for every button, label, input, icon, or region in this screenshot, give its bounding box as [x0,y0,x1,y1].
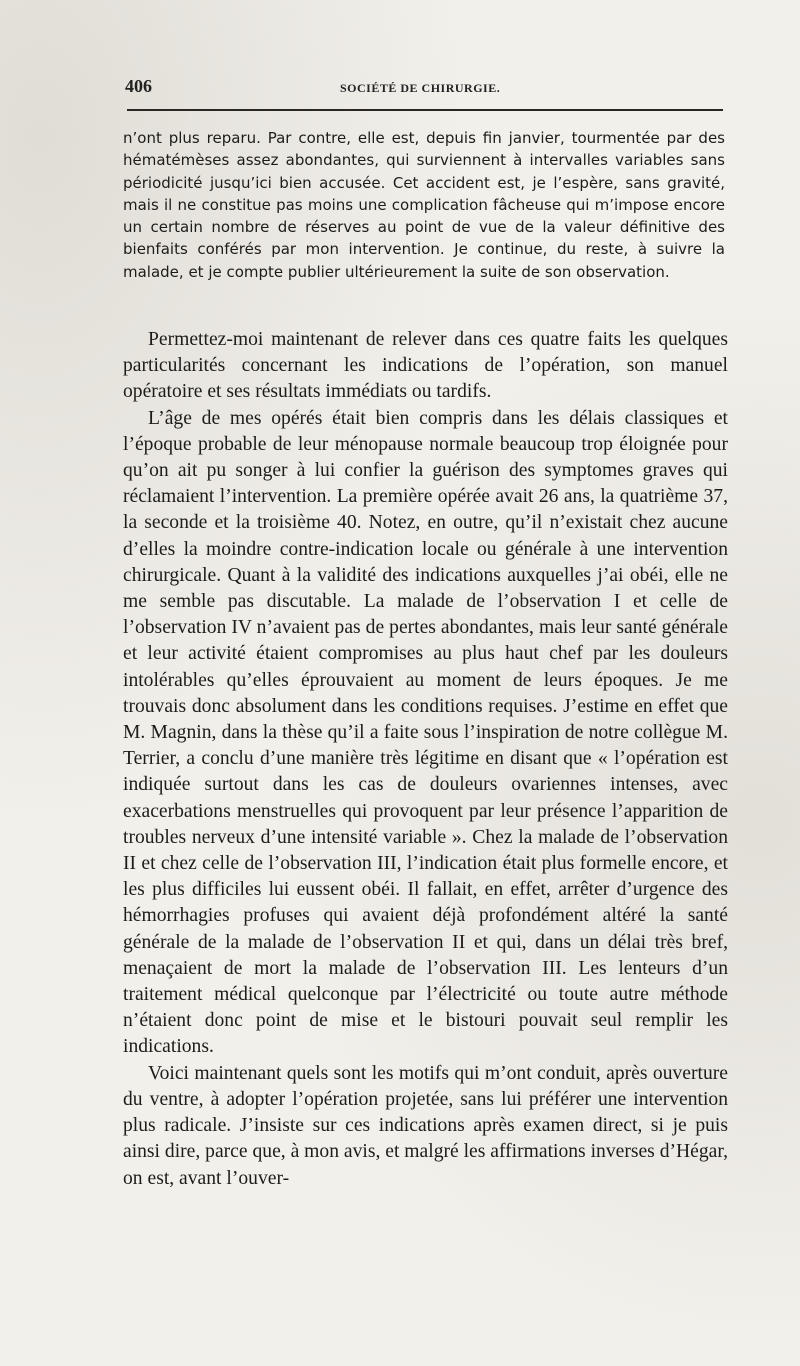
header-rule [127,109,723,111]
observation-continuation [123,127,725,283]
page-header [125,76,723,100]
body-paragraph: Voici maintenant quels sont les motifs qui m’ont conduit, après ouverture du ventre, à adopter l’opération projetée, sans lui préférer une intervention plus radicale. J’insiste sur ces indications après examen direct, si je puis ainsi dire, parce que, à mon avis, et malgré les affirmations inverses d’Hégar, on est, avant l’ouver- [123,1062,728,1189]
body-paragraph: Permettez-moi maintenant de relever dans ces quatre faits les quelques particularités concernant les indications de l’opération, son manuel opératoire et ses résultats immédiats ou tardifs. [123,329,728,403]
body-paragraph: L’âge de mes opérés était bien compris dans les délais classiques et l’époque probable de leur ménopause normale beaucoup trop éloignée pour qu’on ait pu songer à lui confier la guérison des symptomes graves qui réclamaient l’intervention. La première opérée avait 26 ans, la quatrième 37, la seconde et la troisième 40. Notez, en outre, qu’il n’existait chez aucune d’elles la moindre contre-indication locale ou générale à une intervention chirurgicale. Quant à la validité des indications auxquelles j’ai obéi, elle ne me semble pas discutable. La malade de l’observation I et celle de l’observation IV n’avaient pas de pertes abondantes, mais leur santé générale et leur activité étaient compromises au plus haut chef par les douleurs intolérables qu’elles éprouvaient au moment de leurs époques. Je me trouvais donc absolument dans les conditions requises. J’estime en effet que M. Magnin, dans la thèse qu’il a faite sous l’inspiration de notre collègue M. Terrier, a conclu d’une manière très légitime en disant que « l’opération est indiquée surtout dans les cas de douleurs ovariennes intenses, avec exacerbations menstruelles qui provoquent par leur présence l’apparition de troubles nerveux d’une intensité variable ». Chez la malade de l’observation II et chez celle de l’observation III, l’indication était plus formelle encore, et les plus difficiles lui eussent obéi. Il fallait, en effet, arrêter d’urgence des hémorrhagies profuses qui avaient déjà profondément altéré la santé générale de la malade de l’observation II et qui, dans un délai très bref, menaçaient de mort la malade de l’observation III. Les lenteurs d’un traitement médical quelconque par l’électricité ou toute autre méthode n’étaient donc point de mise et le bistouri pouvait seul remplir les indications. [123,407,728,1058]
continuation-paragraph: n’ont plus reparu. Par contre, elle est, depuis fin janvier, tourmentée par des hématémèses assez abondantes, qui surviennent à intervalles variables sans périodicité jusqu’ici bien accusée. Cet accident est, je l’espère, sans gravité, mais il ne constitue pas moins une complication fâcheuse qui m’impose encore un certain nombre de réserves au point de vue de la valeur définitive des bienfaits conférés par mon intervention. Je continue, du reste, à suivre la malade, et je compte publier ultérieurement la suite de son observation. [123,129,725,281]
page-number: 406 [125,76,152,96]
running-head: SOCIÉTÉ DE CHIRURGIE. [340,81,501,95]
body-text [123,327,728,1192]
